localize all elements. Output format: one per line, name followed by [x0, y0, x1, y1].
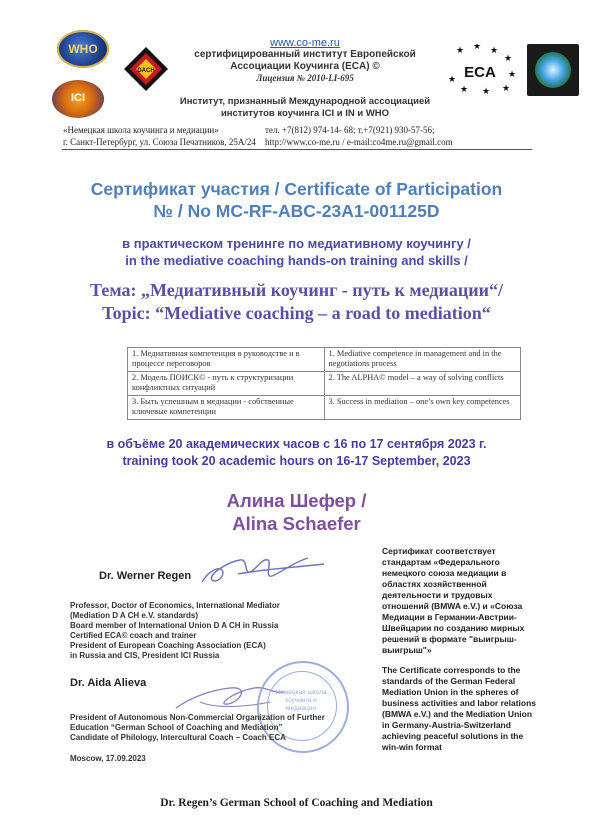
header-line-2: Ассоциации Коучинга (ECA) © — [230, 61, 380, 72]
standards-statement — [382, 546, 540, 753]
who-logo — [57, 30, 109, 68]
dach-emblem-icon — [122, 45, 170, 93]
eca-logo — [446, 44, 520, 94]
table-row — [128, 372, 521, 396]
globe-icon — [535, 52, 571, 88]
credential-line: (Mediation D A CH e.V. standards) — [70, 611, 199, 620]
module-ru: 2. Модель ПОИСК© - путь к структуризации конфликтных ситуаций — [128, 372, 325, 396]
school-address: г. Санкт-Петербург, ул. Союза Печатников, 25А/24 — [63, 137, 256, 147]
website-link[interactable]: www.co-me.ru — [270, 37, 340, 49]
signature-1-icon — [198, 552, 328, 592]
svg-text:★: ★ — [456, 45, 465, 55]
svg-text:★: ★ — [448, 74, 457, 84]
header-line-3: Институт, признанный Международной ассоциацией — [179, 96, 431, 107]
training-hours-ru: в объёме 20 академических часов с 16 по 17 сентября 2023 г. — [106, 437, 487, 451]
module-en: 3. Success in mediation – one’s own key competences — [324, 396, 521, 420]
standards-en: The Certificate corresponds to the standards of the German Federal Mediation Union in the spheres of business activities and labor relations (BMWA e.V.) and the Mediation Union in Germany-Austria-Switzerland achieving peaceful solutions in the win-win format — [382, 665, 536, 752]
credential-line: President of Autonomous Non-Commercial Organization of Further — [70, 713, 325, 722]
credential-line: in Russia and CIS, President ICI Russia — [70, 651, 220, 660]
svg-text:★: ★ — [502, 83, 511, 93]
ici-logo-text: ICI — [70, 92, 86, 104]
training-subtitle-en: in the mediative coaching hands-on training and skills / — [125, 253, 468, 268]
signatory-1-name: Dr. Werner Regen — [99, 570, 192, 582]
issue-date: Moscow, 17.09.2023 — [70, 754, 146, 763]
seal-text: Немецкая школа коучинга и медиации — [275, 689, 327, 712]
svg-text:★: ★ — [508, 69, 517, 79]
header-line-1: сертифицированный институт Европейской — [194, 49, 416, 60]
certificate-title-text: Сертификат участия / Certificate of Participation — [90, 179, 503, 199]
eca-logo-text: ECA — [464, 64, 496, 81]
svg-text:★: ★ — [460, 84, 469, 94]
svg-text:★: ★ — [473, 44, 482, 51]
credential-line: President of European Coaching Association (ECA) — [70, 641, 266, 650]
svg-text:★: ★ — [504, 53, 513, 63]
topic-ru: Тема: „Медиативный коучинг - путь к медиации“/ — [90, 280, 503, 300]
participant-name — [0, 489, 593, 535]
contacts-left — [63, 124, 256, 148]
module-en: 1. Mediative competence in management and in the negotiations process — [324, 348, 521, 372]
svg-text:★: ★ — [490, 45, 499, 55]
header-divider — [62, 149, 532, 150]
school-name: «Немецкая школа коучинга и медиации» — [63, 125, 219, 135]
who-logo-text: WHO — [68, 42, 98, 56]
header-recognition — [165, 96, 445, 120]
school-web-email[interactable]: http://www.co-me.ru / e-mail:co4me.ru@gmail.com — [265, 137, 453, 147]
school-phone: тел. +7(812) 974-14- 68; т.+7(921) 930-57-56; — [265, 125, 435, 135]
credential-line: Certified ECA© coach and trainer — [70, 631, 197, 640]
modules-table — [127, 347, 521, 420]
topic — [0, 279, 593, 325]
table-row — [128, 348, 521, 372]
training-subtitle — [0, 235, 593, 269]
credential-line: Candidate of Philology, Intercultural Coach – Coach ECA — [70, 733, 286, 742]
certificate-title — [0, 178, 593, 222]
signatory-2-credentials — [70, 713, 325, 743]
module-ru: 3. Быть успешным в медиации - собственные ключевые компетенции — [128, 396, 325, 420]
participant-name-ru: Алина Шефер / — [226, 490, 367, 511]
standards-ru: Сертификат соответствует стандартам «Федерального немецкого союза медиации в областях хозяйственной деятельности и трудовых отношений (BMWA e.V.) и «Союза Медиации в Германии-Австрии-Швейцарии по созданию мирных решений в формате "выигрыш-выигрыш"» — [382, 546, 525, 655]
topic-en: Topic: “Mediative coaching – a road to mediation“ — [102, 303, 491, 323]
credential-line: Board member of International Union D A CH in Russia — [70, 621, 279, 630]
eca-stars-icon — [446, 44, 520, 94]
dach-logo-text: DACH — [137, 68, 155, 74]
header-center — [170, 37, 440, 83]
signatory-2-name: Dr. Aida Alieva — [70, 677, 147, 689]
dach-logo — [122, 45, 170, 93]
training-hours-en: training took 20 academic hours on 16-17 September, 2023 — [122, 454, 471, 468]
ici-logo — [52, 80, 104, 118]
signatory-1-credentials — [70, 601, 280, 661]
module-ru: 1. Медиативная компетенция в руководстве и в процессе переговоров — [128, 348, 325, 372]
certificate-number: № / No MC-RF-ABC-23A1-001125D — [153, 201, 440, 221]
table-row — [128, 396, 521, 420]
training-subtitle-ru: в практическом тренинге по медиативному коучингу / — [122, 236, 471, 251]
credential-line: Professor, Doctor of Economics, International Mediator — [70, 601, 280, 610]
license-number: Лицензия № 2010-LI-695 — [256, 73, 354, 83]
globe-emblem-logo — [527, 44, 579, 96]
module-en: 2. The ALPHA© model – a way of solving conflicts — [324, 372, 521, 396]
training-hours — [0, 436, 593, 470]
header-line-4: институтов коучинга ICI и IN и WHO — [220, 108, 390, 119]
svg-text:★: ★ — [482, 86, 491, 94]
participant-name-en: Alina Schaefer — [232, 513, 361, 534]
footer-school-name: Dr. Regen’s German School of Coaching and Mediation — [160, 797, 433, 809]
credential-line: Education “German School of Coaching and Mediation” — [70, 723, 283, 732]
contacts-right — [265, 124, 453, 148]
